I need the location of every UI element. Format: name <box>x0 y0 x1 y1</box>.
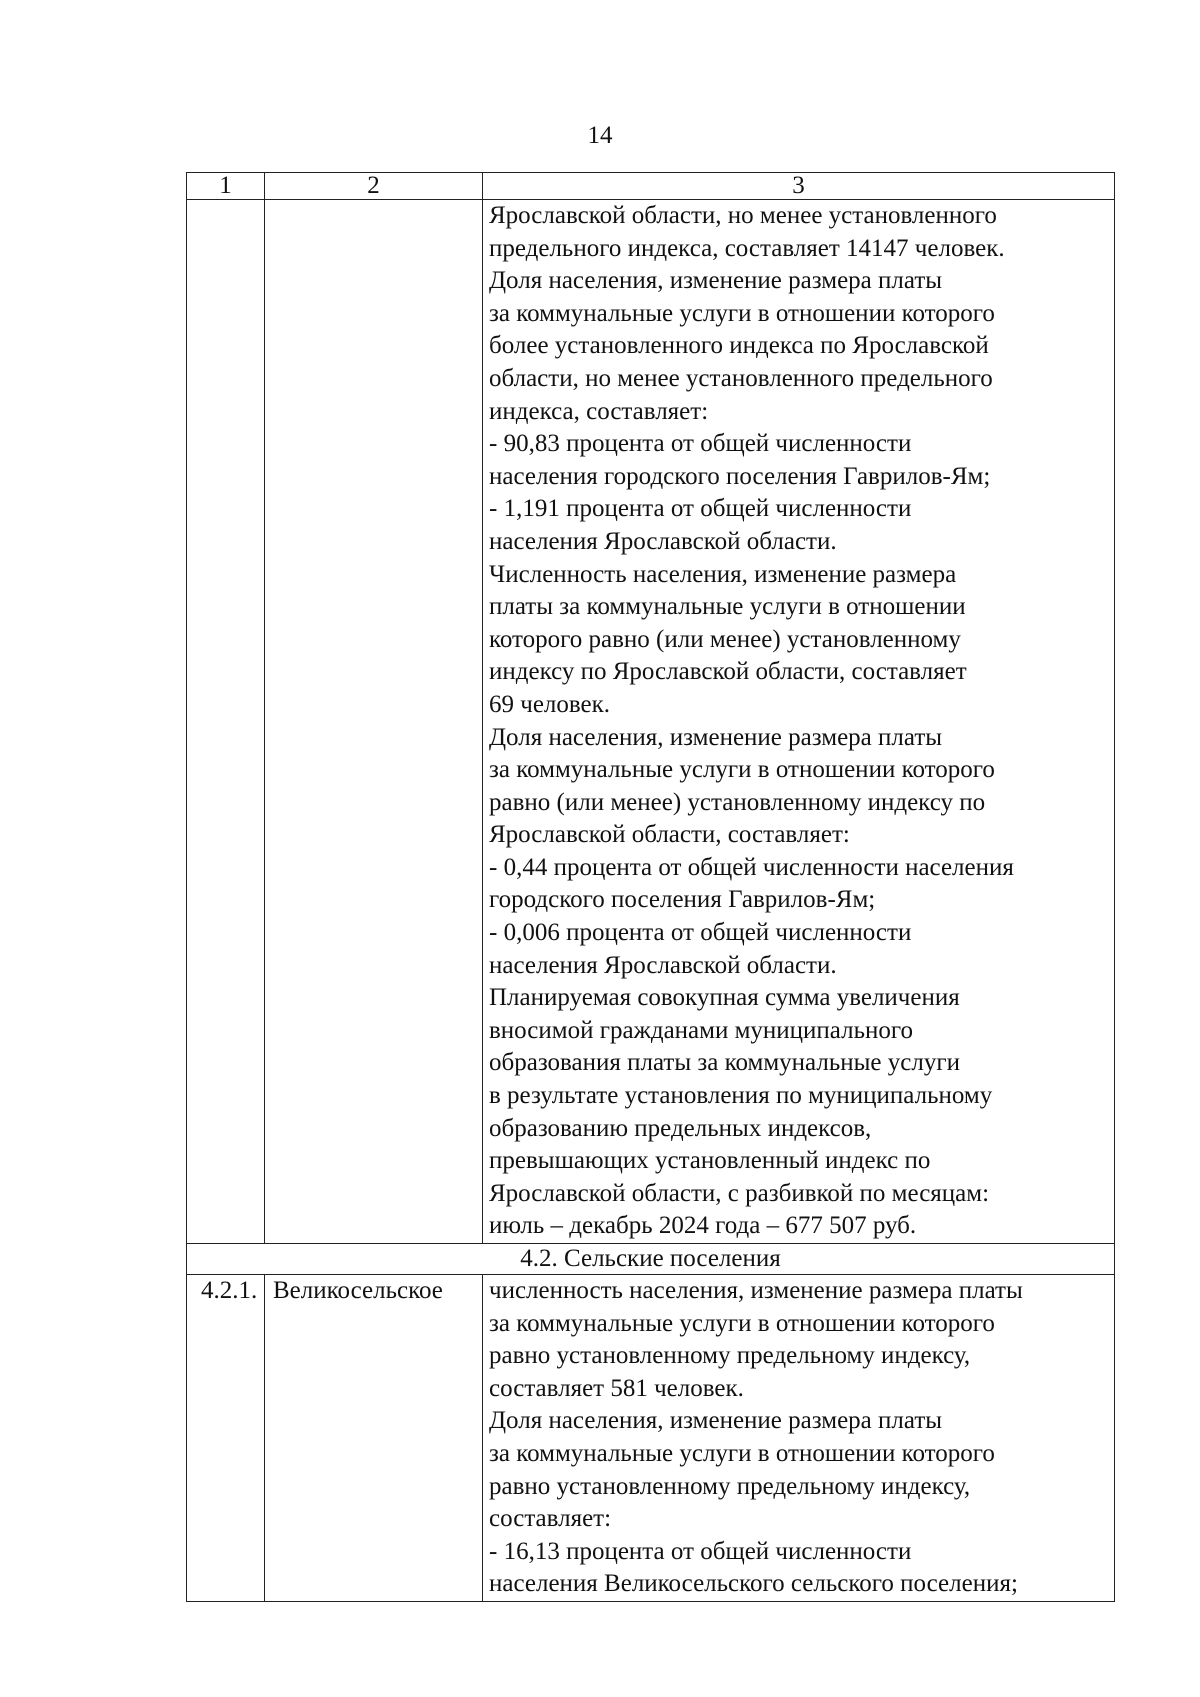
page-number: 14 <box>587 122 613 149</box>
text-line: предельного индекса, составляет 14147 человек. <box>489 234 1005 262</box>
header-col-3: 3 <box>483 173 1115 200</box>
cell-name <box>265 200 483 1244</box>
text-line: индексу по Ярославской области, составляет <box>489 658 967 686</box>
text-line: населения Великосельского сельского поселения; <box>489 1570 1018 1598</box>
text-line: в результате установления по муниципальному <box>489 1082 993 1110</box>
text-line: - 0,006 процента от общей численности <box>489 919 912 947</box>
table-row-4-2-1 <box>187 1275 1115 1602</box>
text-line: численность населения, изменение размера платы <box>489 1277 1023 1304</box>
text-line: Численность населения, изменение размера <box>489 560 957 588</box>
text-line: Доля населения, изменение размера платы <box>489 267 943 295</box>
text-line: области, но менее установленного предельного <box>489 364 993 392</box>
text-line: образованию предельных индексов, <box>489 1114 872 1142</box>
text-line: Ярославской области, составляет: <box>489 821 850 849</box>
text-line: городского поселения Гаврилов-Ям; <box>489 886 876 914</box>
text-line: Ярославской области, с разбивкой по месяцам: <box>489 1179 990 1207</box>
text-line: более установленного индекса по Ярославской <box>489 332 989 360</box>
cell-number <box>187 200 265 1244</box>
text-line: вносимой гражданами муниципального <box>489 1016 914 1044</box>
header-col-2: 2 <box>265 173 483 200</box>
text-line: образования платы за коммунальные услуги <box>489 1049 960 1077</box>
text-line: за коммунальные услуги в отношении которого <box>489 1309 995 1337</box>
cell-description <box>483 200 1115 1244</box>
header-col-1: 1 <box>187 173 265 200</box>
text-line: которого равно (или менее) установленному <box>489 625 961 653</box>
text-line: Ярославской области, но менее установленного <box>489 202 997 229</box>
text-line: - 1,191 процента от общей численности <box>489 495 912 523</box>
text-line: Планируемая совокупная сумма увеличения <box>489 984 960 1012</box>
document-table <box>186 172 1115 1602</box>
cell-description <box>483 1275 1115 1602</box>
text-line: 69 человек. <box>489 690 611 718</box>
section-heading-row <box>187 1244 1115 1275</box>
text-line: составляет 581 человек. <box>489 1374 744 1402</box>
table-header-row <box>187 173 1115 200</box>
text-line: населения городского поселения Гаврилов-Ям; <box>489 462 991 490</box>
text-line: июль – декабрь 2024 года – 677 507 руб. <box>489 1212 917 1240</box>
text-line: Доля населения, изменение размера платы <box>489 1407 943 1435</box>
text-line: составляет: <box>489 1505 612 1533</box>
text-line: - 0,44 процента от общей численности населения <box>489 853 1014 881</box>
description-lines <box>489 1275 1108 1601</box>
text-line: за коммунальные услуги в отношении которого <box>489 756 995 784</box>
cell-name: Великосельское <box>265 1275 483 1602</box>
text-line: - 90,83 процента от общей численности <box>489 430 912 458</box>
text-line: Доля населения, изменение размера платы <box>489 723 943 751</box>
cell-number: 4.2.1. <box>187 1275 265 1602</box>
text-line: за коммунальные услуги в отношении которого <box>489 299 995 327</box>
description-lines <box>489 200 1108 1243</box>
section-heading: 4.2. Сельские поселения <box>187 1244 1115 1275</box>
table-row-continuation <box>187 200 1115 1244</box>
text-line: равно установленному предельному индексу, <box>489 1472 971 1500</box>
text-line: превышающих установленный индекс по <box>489 1147 931 1175</box>
text-line: индекса, составляет: <box>489 397 709 425</box>
text-line: платы за коммунальные услуги в отношении <box>489 593 966 621</box>
text-line: за коммунальные услуги в отношении которого <box>489 1439 995 1467</box>
text-line: населения Ярославской области. <box>489 951 837 979</box>
text-line: равно установленному предельному индексу, <box>489 1342 971 1370</box>
text-line: - 16,13 процента от общей численности <box>489 1537 912 1565</box>
text-line: населения Ярославской области. <box>489 527 837 555</box>
text-line: равно (или менее) установленному индексу по <box>489 788 986 816</box>
